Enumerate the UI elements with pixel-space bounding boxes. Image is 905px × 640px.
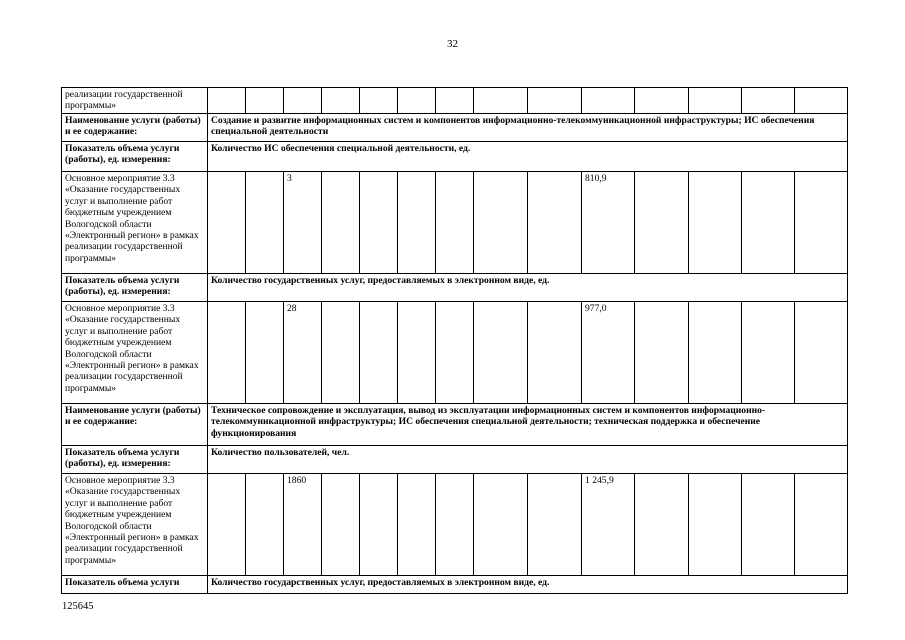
empty-cell (246, 302, 284, 404)
empty-cell (322, 474, 360, 576)
finance-value: 810,9 (582, 172, 635, 274)
section-header-row (62, 142, 848, 172)
empty-cell (689, 88, 742, 114)
empty-cell (360, 302, 398, 404)
empty-cell (635, 88, 689, 114)
section-label: Наименование услуги (работы) и ее содержание: (62, 404, 208, 446)
empty-cell (795, 88, 848, 114)
empty-cell (246, 474, 284, 576)
empty-cell (635, 302, 689, 404)
section-content: Количество государственных услуг, предоставляемых в электронном виде, ед. (208, 274, 848, 302)
empty-cell (742, 172, 795, 274)
section-label: Наименование услуги (работы) и ее содержание: (62, 114, 208, 142)
empty-cell (208, 172, 246, 274)
finance-value: 977,0 (582, 302, 635, 404)
empty-cell (436, 474, 474, 576)
table-row (62, 88, 848, 114)
table-body (62, 88, 848, 594)
activity-name: Основное мероприятие 3.3 «Оказание государственных услуг и выполнение работ бюджетным учреждением Вологодской области «Электронный регион» в рамках реализации государственной программы» (62, 302, 208, 404)
section-header-row (62, 404, 848, 446)
volume-value: 1860 (284, 474, 322, 576)
empty-cell (436, 88, 474, 114)
empty-cell (795, 474, 848, 576)
volume-value (284, 88, 322, 114)
empty-cell (322, 88, 360, 114)
section-content: Создание и развитие информационных систем и компонентов информационно-телекоммуникационной инфраструктуры; ИС обеспечения специальной деятельности (208, 114, 848, 142)
empty-cell (474, 302, 528, 404)
empty-cell (528, 88, 582, 114)
volume-value: 3 (284, 172, 322, 274)
empty-cell (474, 88, 528, 114)
section-label: Показатель объема услуги (работы), ед. измерения: (62, 142, 208, 172)
empty-cell (528, 474, 582, 576)
empty-cell (742, 88, 795, 114)
empty-cell (528, 302, 582, 404)
empty-cell (398, 474, 436, 576)
empty-cell (474, 172, 528, 274)
section-content: Количество пользователей, чел. (208, 446, 848, 474)
footer-code: 125645 (62, 601, 94, 612)
empty-cell (436, 302, 474, 404)
activity-name: Основное мероприятие 3.3 «Оказание государственных услуг и выполнение работ бюджетным учреждением Вологодской области «Электронный регион» в рамках реализации государственной программы» (62, 172, 208, 274)
empty-cell (360, 172, 398, 274)
empty-cell (208, 88, 246, 114)
empty-cell (474, 474, 528, 576)
table-row (62, 474, 848, 576)
empty-cell (322, 172, 360, 274)
empty-cell (208, 474, 246, 576)
section-content: Количество государственных услуг, предоставляемых в электронном виде, ед. (208, 576, 848, 594)
section-label: Показатель объема услуги (работы), ед. измерения: (62, 274, 208, 302)
section-content: Количество ИС обеспечения специальной деятельности, ед. (208, 142, 848, 172)
section-label: Показатель объема услуги (работы), ед. измерения: (62, 446, 208, 474)
empty-cell (635, 474, 689, 576)
empty-cell (398, 302, 436, 404)
finance-value: 1 245,9 (582, 474, 635, 576)
empty-cell (689, 302, 742, 404)
page-number: 32 (447, 38, 458, 50)
empty-cell (322, 302, 360, 404)
empty-cell (742, 302, 795, 404)
table-row (62, 172, 848, 274)
empty-cell (246, 172, 284, 274)
activity-name: Основное мероприятие 3.3 «Оказание государственных услуг и выполнение работ бюджетным учреждением Вологодской области «Электронный регион» в рамках реализации государственной программы» (62, 474, 208, 576)
empty-cell (436, 172, 474, 274)
empty-cell (742, 474, 795, 576)
services-table (61, 87, 848, 594)
section-header-row (62, 446, 848, 474)
empty-cell (635, 172, 689, 274)
activity-name: реализации государственной программы» (62, 88, 208, 114)
empty-cell (795, 302, 848, 404)
section-header-row (62, 114, 848, 142)
empty-cell (360, 88, 398, 114)
empty-cell (360, 474, 398, 576)
empty-cell (208, 302, 246, 404)
section-header-row (62, 576, 848, 594)
section-label: Показатель объема услуги (62, 576, 208, 594)
empty-cell (528, 172, 582, 274)
empty-cell (246, 88, 284, 114)
empty-cell (398, 172, 436, 274)
empty-cell (398, 88, 436, 114)
empty-cell (795, 172, 848, 274)
section-content: Техническое сопровождение и эксплуатация, вывод из эксплуатации информационных систем и компонентов информационно-телекоммуникационной инфраструктуры; ИС обеспечения специальной деятельности; техническая поддержка и обеспечение функционирования (208, 404, 848, 446)
volume-value: 28 (284, 302, 322, 404)
section-header-row (62, 274, 848, 302)
empty-cell (689, 474, 742, 576)
finance-value (582, 88, 635, 114)
table-row (62, 302, 848, 404)
empty-cell (689, 172, 742, 274)
